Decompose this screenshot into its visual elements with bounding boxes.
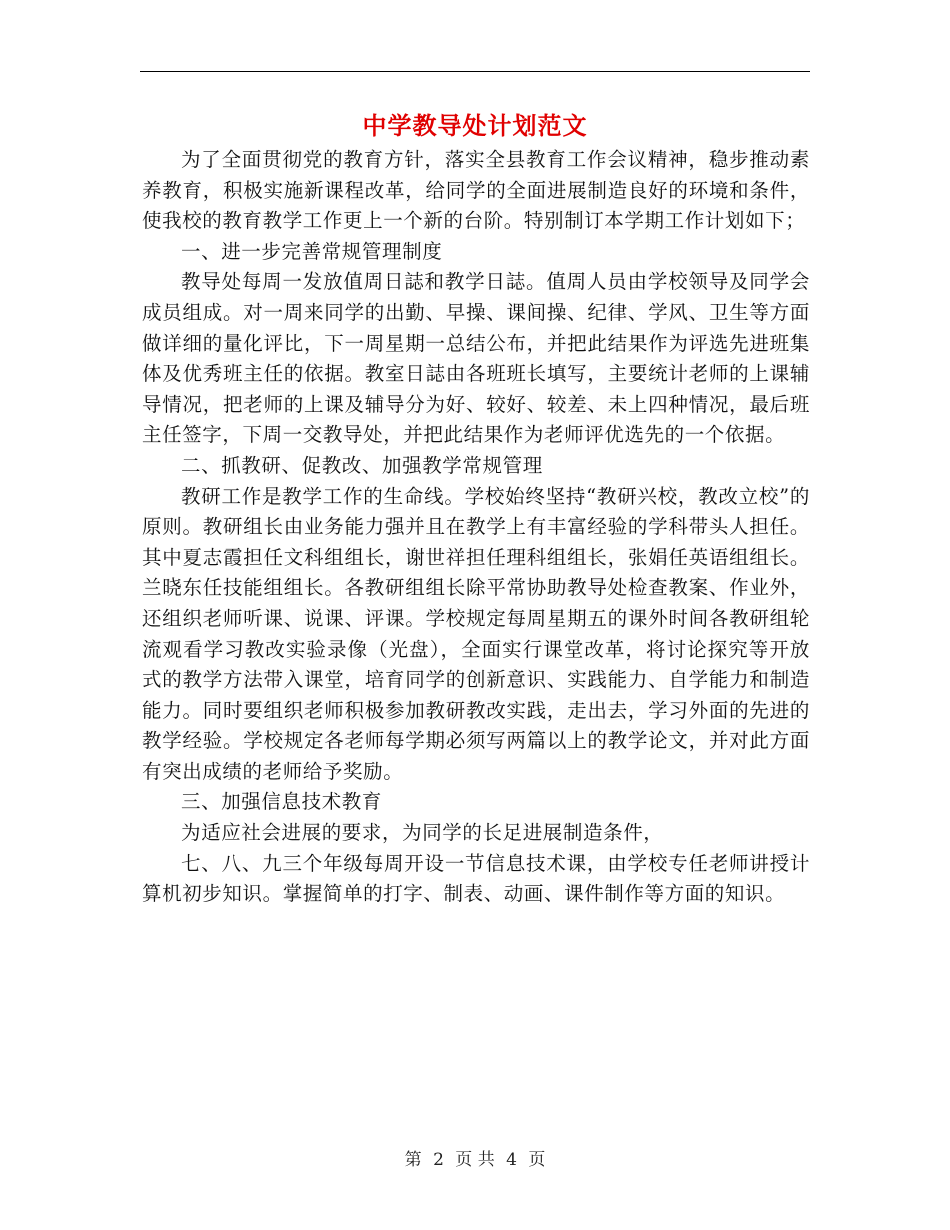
header-rule [140, 71, 810, 72]
footer-prefix: 第 [404, 1150, 422, 1170]
footer-total-pages: 4 [506, 1150, 517, 1170]
document-body [142, 145, 810, 910]
page-title: 中学教导处计划范文 [362, 111, 588, 140]
section-1-paragraph: 教导处每周一发放值周日誌和教学日誌。值周人员由学校领导及同学会成员组成。对一周来同学的出勤、早操、课间操、纪律、学风、卫生等方面做详细的量化评比，下一周星期一总结公布，并把此结果作为评选先进班集体及优秀班主任的依据。教室日誌由各班班长填写，主要统计老师的上课辅导情况，把老师的上课及辅导分为好、较好、较差、未上四种情况，最后班主任签字，下周一交教导处，并把此结果作为老师评优选先的一个依据。 [142, 270, 810, 447]
section-heading-3: 三、加强信息技术教育 [181, 790, 383, 814]
footer-suffix: 页 [528, 1150, 546, 1170]
section-heading-1: 一、进一步完善常规管理制度 [181, 239, 443, 263]
intro-paragraph: 为了全面贯彻党的教育方针，落实全县教育工作会议精神，稳步推动素养教育，积极实施新课程改革，给同学的全面进展制造良好的环境和条件，使我校的教育教学工作更上一个新的台阶。特别制订本学期工作计划如下； [142, 148, 810, 233]
section-3-paragraph-2: 七、八、九三个年级每周开设一节信息技术课，由学校专任老师讲授计算机初步知识。掌握简单的打字、制表、动画、课件制作等方面的知识。 [142, 851, 810, 906]
footer-mid: 页 共 [455, 1150, 495, 1170]
section-heading-2: 二、抓教研、促教改、加强教学常规管理 [181, 453, 543, 477]
section-2-paragraph: 教研工作是教学工作的生命线。学校始终坚持“教研兴校，教改立校”的原则。教研组长由业务能力强并且在教学上有丰富经验的学科带头人担任。其中夏志霞担任文科组组长，谢世祥担任理科组组长，张娟任英语组组长。兰晓东任技能组组长。各教研组组长除平常协助教导处检查教案、作业外，还组织老师听课、说课、评课。学校规定每周星期五的课外时间各教研组轮流观看学习教改实验录像（光盘），全面实行课堂改革，将讨论探究等开放式的教学方法带入课堂，培育同学的创新意识、实践能力、自学能力和制造能力。同时要组织老师积极参加教研教改实践，走出去，学习外面的先进的教学经验。学校规定各老师每学期必须写两篇以上的教学论文，并对此方面有突出成绩的老师给予奖励。 [142, 484, 810, 783]
page-number-footer [140, 1148, 810, 1172]
section-3-paragraph-1: 为适应社会进展的要求，为同学的长足进展制造条件， [181, 821, 664, 845]
footer-current-page: 2 [433, 1150, 444, 1170]
